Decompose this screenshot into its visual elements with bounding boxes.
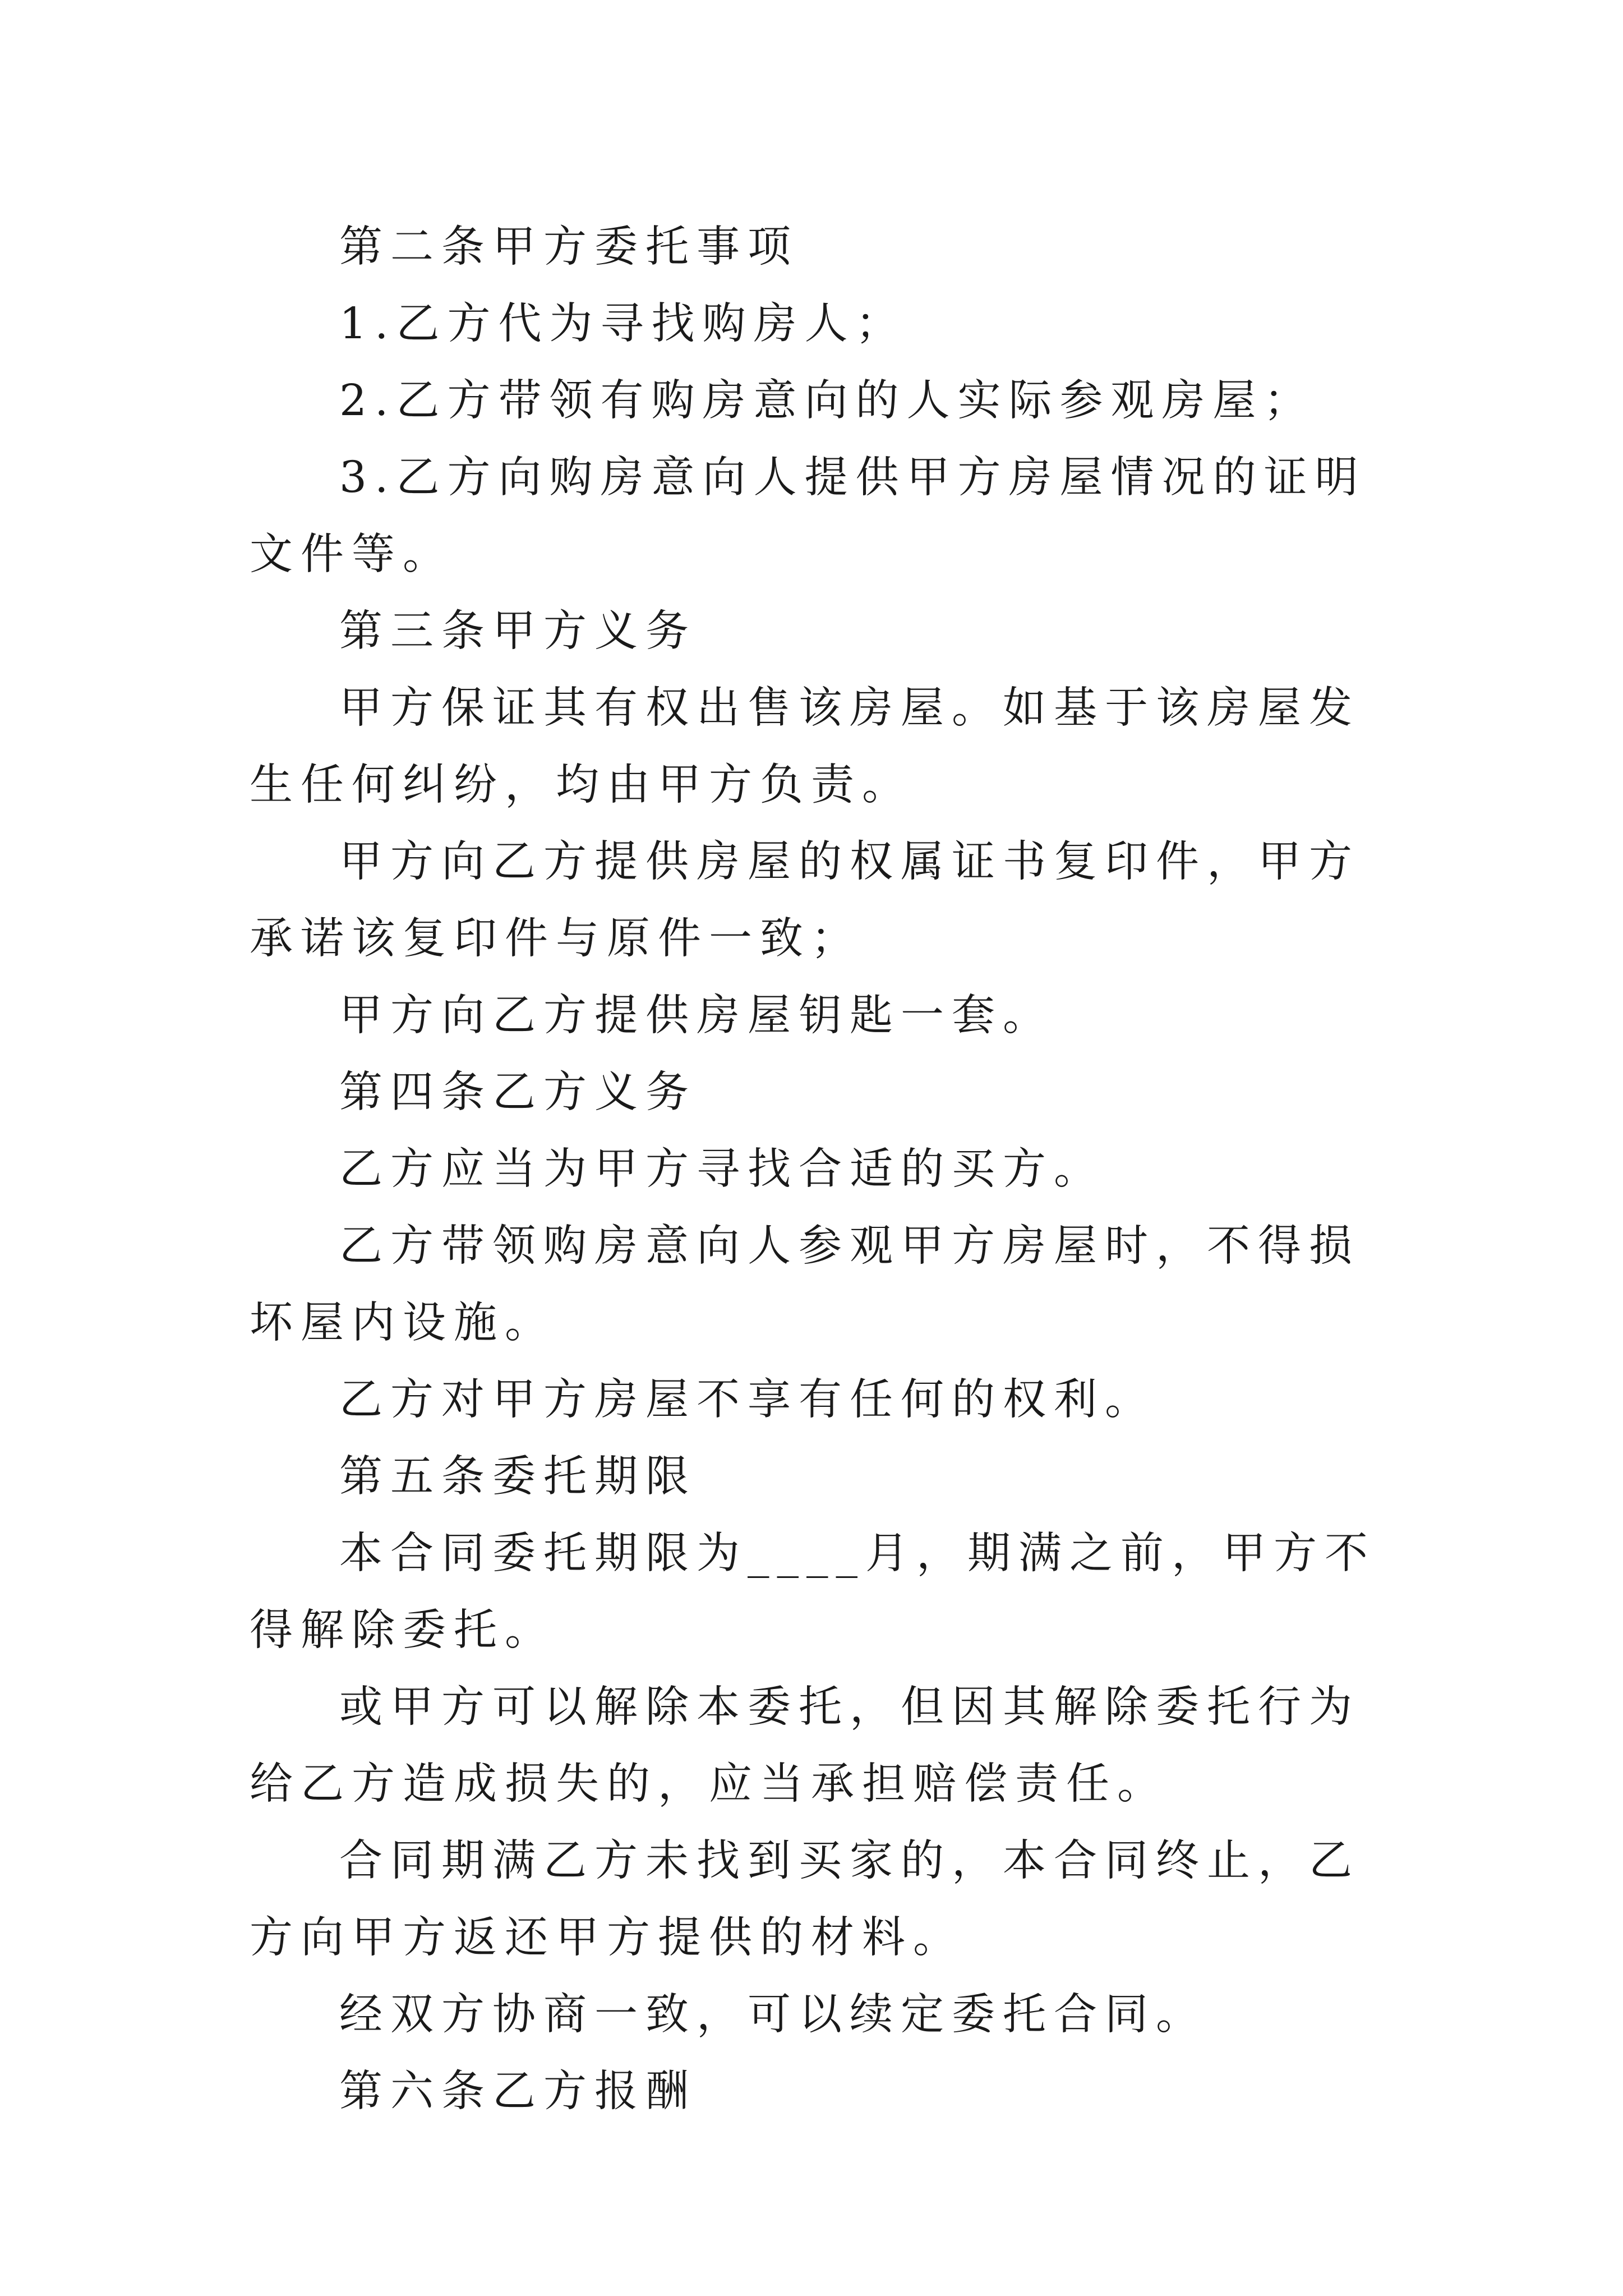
term-clause-3: 合同期满乙方未找到买家的，本合同终止，乙方向甲方返还甲方提供的材料。 <box>250 1836 1360 1963</box>
delegation-item-3: 3.乙方向购房意向人提供甲方房屋情况的证明文件等。 <box>250 453 1366 579</box>
section-4-heading: 第四条乙方义务 <box>339 1068 697 1117</box>
party-a-duty-1: 甲方保证其有权出售该房屋。如基于该房屋发生任何纠纷，均由甲方负责。 <box>250 683 1360 810</box>
party-b-duty-2: 乙方带领购房意向人参观甲方房屋时，不得损坏屋内设施。 <box>250 1221 1360 1348</box>
section-2-heading: 第二条甲方委托事项 <box>339 222 799 272</box>
term-clause-1: 本合同委托期限为____月，期满之前，甲方不得解除委托。 <box>250 1529 1376 1655</box>
party-a-duty-3: 甲方向乙方提供房屋钥匙一套。 <box>339 991 1054 1041</box>
section-5-heading: 第五条委托期限 <box>339 1452 697 1502</box>
term-clause-2: 或甲方可以解除本委托，但因其解除委托行为给乙方造成损失的，应当承担赔偿责任。 <box>250 1682 1360 1809</box>
document-body <box>250 209 1399 2130</box>
delegation-item-1: 1.乙方代为寻找购房人； <box>339 299 907 349</box>
delegation-item-2: 2.乙方带领有购房意向的人实际参观房屋； <box>339 376 1315 426</box>
term-clause-4: 经双方协商一致，可以续定委托合同。 <box>339 1990 1207 2040</box>
party-b-duty-1: 乙方应当为甲方寻找合适的买方。 <box>339 1144 1105 1194</box>
section-6-heading: 第六条乙方报酬 <box>339 2067 697 2116</box>
party-b-duty-3: 乙方对甲方房屋不享有任何的权利。 <box>339 1375 1156 1425</box>
section-3-heading: 第三条甲方义务 <box>339 606 697 656</box>
party-a-duty-2: 甲方向乙方提供房屋的权属证书复印件，甲方承诺该复印件与原件一致； <box>250 837 1360 964</box>
